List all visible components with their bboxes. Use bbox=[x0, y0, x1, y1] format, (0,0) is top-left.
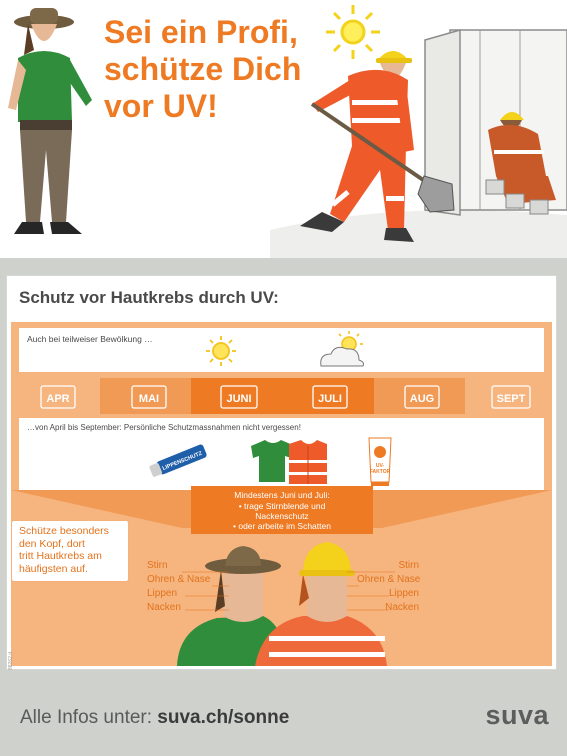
body-part-label: Nacken bbox=[147, 602, 181, 613]
month-label: JUNI bbox=[226, 393, 252, 405]
hero-section bbox=[0, 0, 567, 258]
peak-item: • trage Stirnblende und bbox=[238, 501, 326, 511]
note-line: häufigsten auf. bbox=[19, 562, 88, 575]
footer-prefix: Alle Infos unter: bbox=[20, 707, 158, 728]
body-part-labels-right bbox=[357, 559, 419, 615]
note-line: Schütze besonders bbox=[19, 525, 109, 537]
info-panel bbox=[6, 275, 557, 670]
body-part-label: Stirn bbox=[398, 560, 419, 571]
clouds-caption: Auch bei teilweiser Bewölkung … bbox=[27, 334, 153, 344]
poster-headline bbox=[104, 14, 301, 125]
headline-line: schütze Dich bbox=[104, 51, 302, 87]
month-label: SEPT bbox=[496, 393, 526, 405]
section-title: Schutz vor Hautkrebs durch UV: bbox=[19, 288, 279, 307]
month-label: APR bbox=[46, 393, 70, 405]
peak-heading: Mindestens Juni und Juli: bbox=[234, 490, 330, 500]
headline-line: Sei ein Profi, bbox=[104, 14, 298, 50]
peak-item: • oder arbeite im Schatten bbox=[233, 521, 331, 531]
note-line: den Kopf, dort bbox=[19, 537, 85, 550]
sunscreen-label: FAKTOR bbox=[369, 469, 391, 475]
footer-info bbox=[20, 707, 289, 729]
footer-link[interactable]: suva.ch/sonne bbox=[157, 707, 290, 728]
sunscreen-icon bbox=[369, 438, 391, 486]
body-part-labels-left bbox=[147, 559, 210, 615]
worker-with-hat bbox=[8, 8, 92, 234]
sunscreen-label: UV- bbox=[375, 463, 385, 469]
body-part-label: Ohren & Nase bbox=[357, 574, 421, 585]
month-label: MAI bbox=[138, 393, 160, 405]
headline-line: vor UV! bbox=[104, 88, 218, 124]
body-part-label: Nacken bbox=[385, 602, 419, 613]
measures-caption: …von April bis September: Persönliche Schutzmassnahmen nicht vergessen! bbox=[27, 423, 301, 432]
infographic bbox=[7, 276, 556, 669]
note-line: tritt Hautkrebs am bbox=[19, 550, 102, 562]
lip-balm-label: LIPPENSCHUTZ bbox=[161, 450, 204, 472]
month-label: JULI bbox=[318, 393, 342, 405]
head-protection-note bbox=[11, 520, 129, 582]
peak-item: Nackenschutz bbox=[255, 511, 309, 521]
body-part-label: Lippen bbox=[388, 588, 419, 599]
body-part-label: Ohren & Nase bbox=[147, 574, 211, 585]
safety-vest-icon bbox=[289, 440, 327, 484]
body-part-label: Stirn bbox=[147, 560, 168, 571]
sun-icon bbox=[326, 5, 380, 59]
body-part-label: Lippen bbox=[147, 588, 178, 599]
suva-logo: suva bbox=[485, 700, 549, 730]
print-code: 88262.d bbox=[8, 651, 14, 670]
month-label: AUG bbox=[409, 393, 435, 405]
